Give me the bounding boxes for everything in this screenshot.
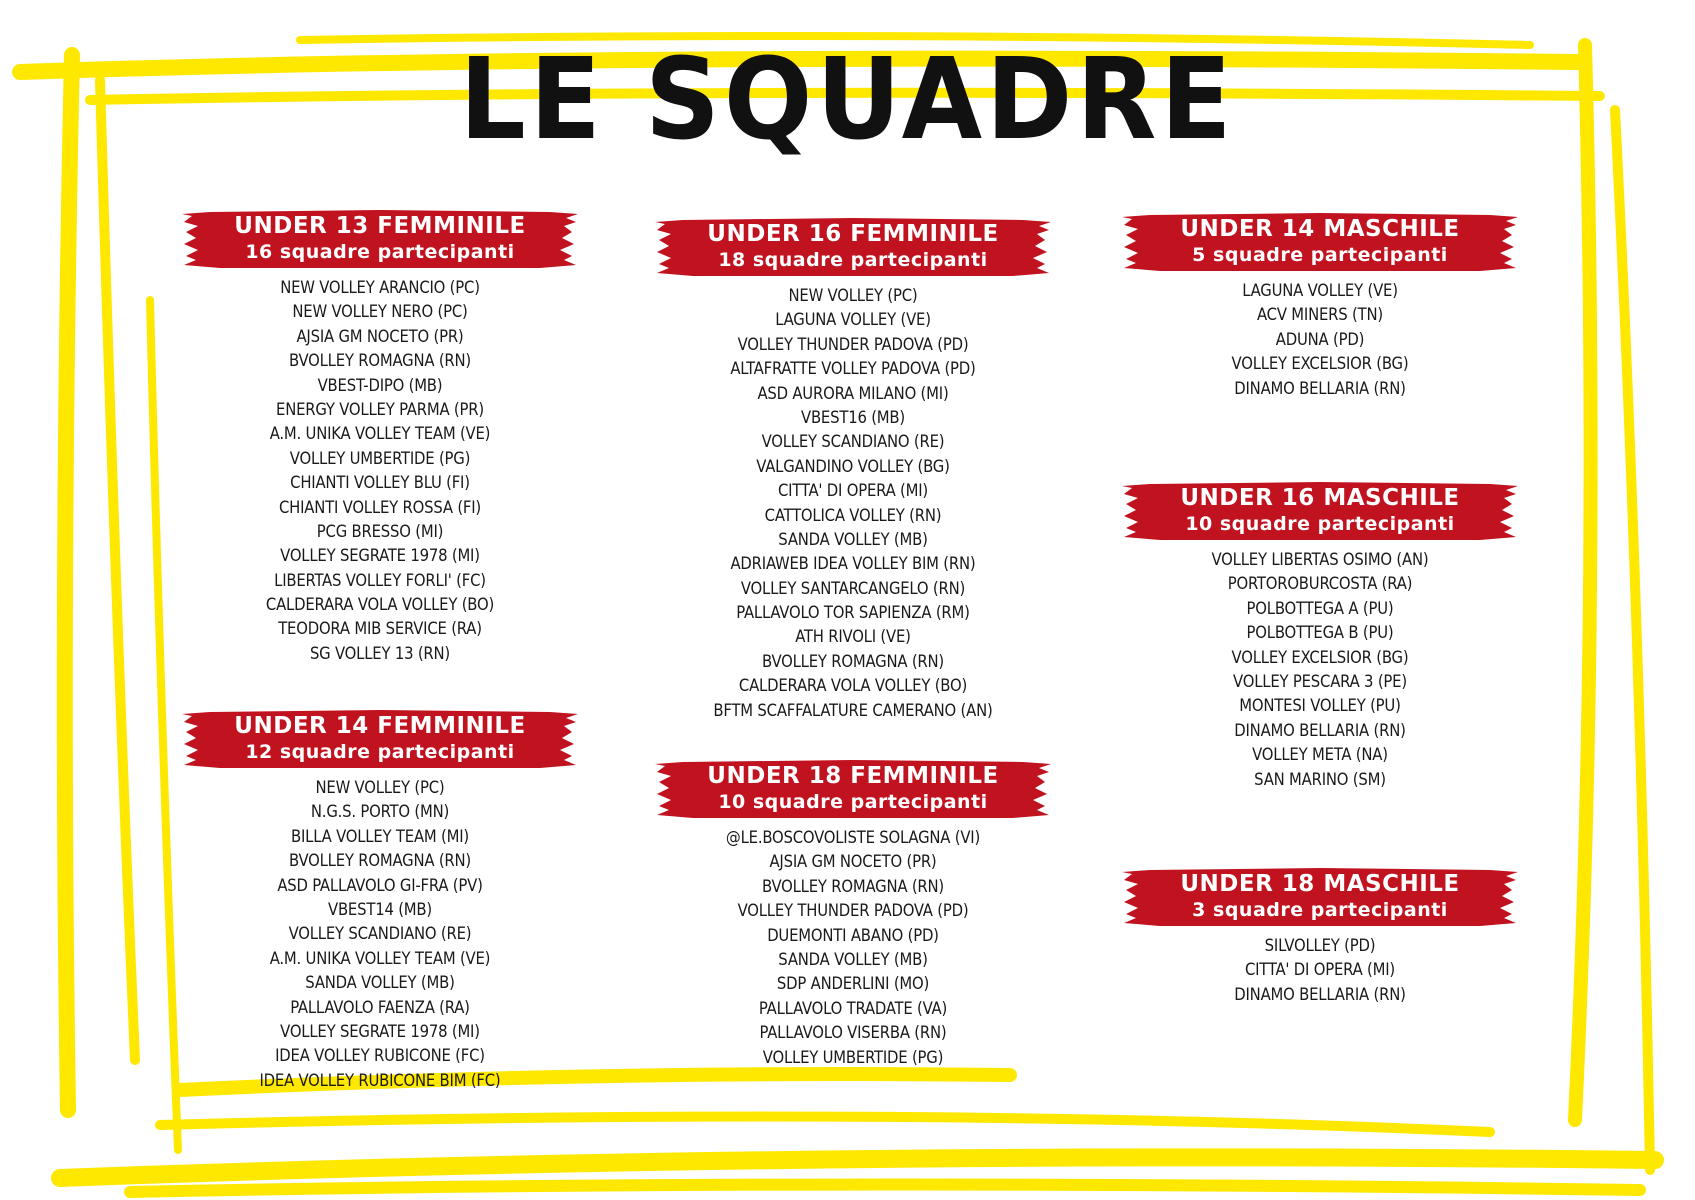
team-list xyxy=(1120,548,1520,792)
team-item: VOLLEY SCANDIANO (RE) xyxy=(288,924,472,944)
team-item: POLBOTTEGA B (PU) xyxy=(1246,623,1394,643)
team-item: VOLLEY SANTARCANGELO (RN) xyxy=(740,578,966,598)
section-banner xyxy=(1120,213,1520,271)
team-item: A.M. UNIKA VOLLEY TEAM (VE) xyxy=(269,948,491,968)
section-title: UNDER 18 MASCHILE xyxy=(1180,871,1460,897)
team-item: @LE.BOSCOVOLISTE SOLAGNA (VI) xyxy=(725,828,981,847)
team-item: VOLLEY EXCELSIOR (BG) xyxy=(1231,354,1409,374)
section-team-count: 5 squadre partecipanti xyxy=(1192,244,1448,266)
team-item: LIBERTAS VOLLEY FORLI' (FC) xyxy=(274,570,486,590)
section-title: UNDER 18 FEMMINILE xyxy=(707,763,999,789)
team-item: VBEST16 (MB) xyxy=(801,407,905,427)
team-item: VOLLEY UMBERTIDE (PG) xyxy=(762,1047,944,1067)
team-item: PALLAVOLO TOR SAPIENZA (RM) xyxy=(736,603,970,623)
team-item: IDEA VOLLEY RUBICONE BIM (FC) xyxy=(259,1070,501,1090)
team-item: VOLLEY LIBERTAS OSIMO (AN) xyxy=(1211,550,1429,569)
team-item: ENERGY VOLLEY PARMA (PR) xyxy=(276,399,484,419)
team-item: AJSIA GM NOCETO (PR) xyxy=(769,852,937,872)
section-u18-maschile xyxy=(1120,868,1520,1007)
team-item: VOLLEY UMBERTIDE (PG) xyxy=(289,448,471,468)
team-item: VBEST14 (MB) xyxy=(328,899,432,919)
team-item: IDEA VOLLEY RUBICONE (FC) xyxy=(275,1046,485,1066)
team-item: VOLLEY SCANDIANO (RE) xyxy=(761,432,945,452)
team-item: NEW VOLLEY NERO (PC) xyxy=(292,302,468,322)
team-item: BVOLLEY ROMAGNA (RN) xyxy=(288,851,472,871)
team-list xyxy=(653,284,1053,723)
team-item: ATH RIVOLI (VE) xyxy=(795,627,911,647)
team-item: CHIANTI VOLLEY ROSSA (FI) xyxy=(278,497,482,517)
team-item: MONTESI VOLLEY (PU) xyxy=(1239,696,1401,716)
team-item: CITTA' DI OPERA (MI) xyxy=(1244,960,1396,980)
team-item: NEW VOLLEY ARANCIO (PC) xyxy=(280,278,480,297)
team-item: DINAMO BELLARIA (RN) xyxy=(1234,720,1406,740)
team-item: VOLLEY SEGRATE 1978 (MI) xyxy=(280,546,480,566)
team-item: VOLLEY THUNDER PADOVA (PD) xyxy=(737,901,969,921)
section-team-count: 16 squadre partecipanti xyxy=(245,241,515,263)
section-team-count: 12 squadre partecipanti xyxy=(245,741,515,763)
section-title: UNDER 13 FEMMINILE xyxy=(234,213,526,239)
team-item: PALLAVOLO TRADATE (VA) xyxy=(758,998,948,1018)
team-item: CALDERARA VOLA VOLLEY (BO) xyxy=(738,676,968,696)
team-item: NEW VOLLEY (PC) xyxy=(788,286,918,305)
team-item: VOLLEY EXCELSIOR (BG) xyxy=(1231,647,1409,667)
section-banner xyxy=(180,210,580,268)
team-item: PALLAVOLO VISERBA (RN) xyxy=(759,1023,947,1043)
team-item: ADUNA (PD) xyxy=(1275,329,1365,349)
team-item: SANDA VOLLEY (MB) xyxy=(305,973,455,993)
team-item: SANDA VOLLEY (MB) xyxy=(778,949,928,969)
team-item: NEW VOLLEY (PC) xyxy=(315,778,445,797)
team-item: DINAMO BELLARIA (RN) xyxy=(1234,984,1406,1004)
team-item: AJSIA GM NOCETO (PR) xyxy=(296,326,464,346)
team-item: ASD AURORA MILANO (MI) xyxy=(757,383,949,403)
team-item: SAN MARINO (SM) xyxy=(1254,769,1386,789)
team-item: BVOLLEY ROMAGNA (RN) xyxy=(761,876,945,896)
team-item: DINAMO BELLARIA (RN) xyxy=(1234,378,1406,398)
team-item: ACV MINERS (TN) xyxy=(1257,305,1383,325)
team-item: N.G.S. PORTO (MN) xyxy=(310,802,450,822)
team-item: CATTOLICA VOLLEY (RN) xyxy=(764,505,942,525)
section-u14-femminile xyxy=(180,710,580,1093)
team-item: VOLLEY THUNDER PADOVA (PD) xyxy=(737,334,969,354)
team-list xyxy=(180,776,580,1093)
team-item: SILVOLLEY (PD) xyxy=(1264,936,1376,955)
section-u16-maschile xyxy=(1120,482,1520,792)
section-title: UNDER 14 MASCHILE xyxy=(1180,216,1460,242)
team-item: LAGUNA VOLLEY (VE) xyxy=(775,310,931,330)
section-team-count: 10 squadre partecipanti xyxy=(718,791,988,813)
team-item: BVOLLEY ROMAGNA (RN) xyxy=(761,651,945,671)
team-item: ASD PALLAVOLO GI-FRA (PV) xyxy=(277,875,483,895)
team-item: PALLAVOLO FAENZA (RA) xyxy=(290,997,470,1017)
team-item: CALDERARA VOLA VOLLEY (BO) xyxy=(265,595,495,615)
team-item: VBEST-DIPO (MB) xyxy=(317,375,443,395)
section-team-count: 3 squadre partecipanti xyxy=(1192,899,1448,921)
team-item: POLBOTTEGA A (PU) xyxy=(1246,598,1394,618)
team-item: SANDA VOLLEY (MB) xyxy=(778,529,928,549)
team-item: DUEMONTI ABANO (PD) xyxy=(767,925,939,945)
team-item: VOLLEY PESCARA 3 (PE) xyxy=(1233,671,1407,691)
team-item: LAGUNA VOLLEY (VE) xyxy=(1242,281,1398,300)
section-banner xyxy=(653,218,1053,276)
section-u16-femminile xyxy=(653,218,1053,723)
team-item: ADRIAWEB IDEA VOLLEY BIM (RN) xyxy=(730,554,976,574)
section-team-count: 18 squadre partecipanti xyxy=(718,249,988,271)
section-team-count: 10 squadre partecipanti xyxy=(1185,513,1455,535)
team-item: CHIANTI VOLLEY BLU (FI) xyxy=(290,473,470,493)
team-item: VOLLEY META (NA) xyxy=(1252,745,1388,765)
team-item: CITTA' DI OPERA (MI) xyxy=(777,481,929,501)
section-u18-femminile xyxy=(653,760,1053,1070)
team-item: VALGANDINO VOLLEY (BG) xyxy=(756,456,950,476)
section-banner xyxy=(180,710,580,768)
team-item: BVOLLEY ROMAGNA (RN) xyxy=(288,351,472,371)
section-banner xyxy=(653,760,1053,818)
team-list xyxy=(180,276,580,666)
team-list xyxy=(1120,279,1520,401)
team-item: TEODORA MIB SERVICE (RA) xyxy=(278,619,482,639)
team-list xyxy=(653,826,1053,1070)
team-list xyxy=(1120,934,1520,1007)
section-title: UNDER 16 MASCHILE xyxy=(1180,485,1460,511)
section-banner xyxy=(1120,482,1520,540)
section-banner xyxy=(1120,868,1520,926)
team-item: BFTM SCAFFALATURE CAMERANO (AN) xyxy=(713,700,993,720)
section-u13-femminile xyxy=(180,210,580,666)
page-title: LE SQUADRE xyxy=(459,33,1236,165)
team-item: A.M. UNIKA VOLLEY TEAM (VE) xyxy=(269,424,491,444)
team-item: SDP ANDERLINI (MO) xyxy=(776,974,930,994)
team-item: VOLLEY SEGRATE 1978 (MI) xyxy=(280,1021,480,1041)
team-item: SG VOLLEY 13 (RN) xyxy=(309,643,451,663)
section-title: UNDER 16 FEMMINILE xyxy=(707,221,999,247)
team-item: ALTAFRATTE VOLLEY PADOVA (PD) xyxy=(730,359,976,379)
team-item: BILLA VOLLEY TEAM (MI) xyxy=(290,826,470,846)
section-title: UNDER 14 FEMMINILE xyxy=(234,713,526,739)
team-item: PCG BRESSO (MI) xyxy=(316,521,444,541)
team-item: PORTOROBURCOSTA (RA) xyxy=(1227,574,1413,594)
section-u14-maschile xyxy=(1120,213,1520,401)
